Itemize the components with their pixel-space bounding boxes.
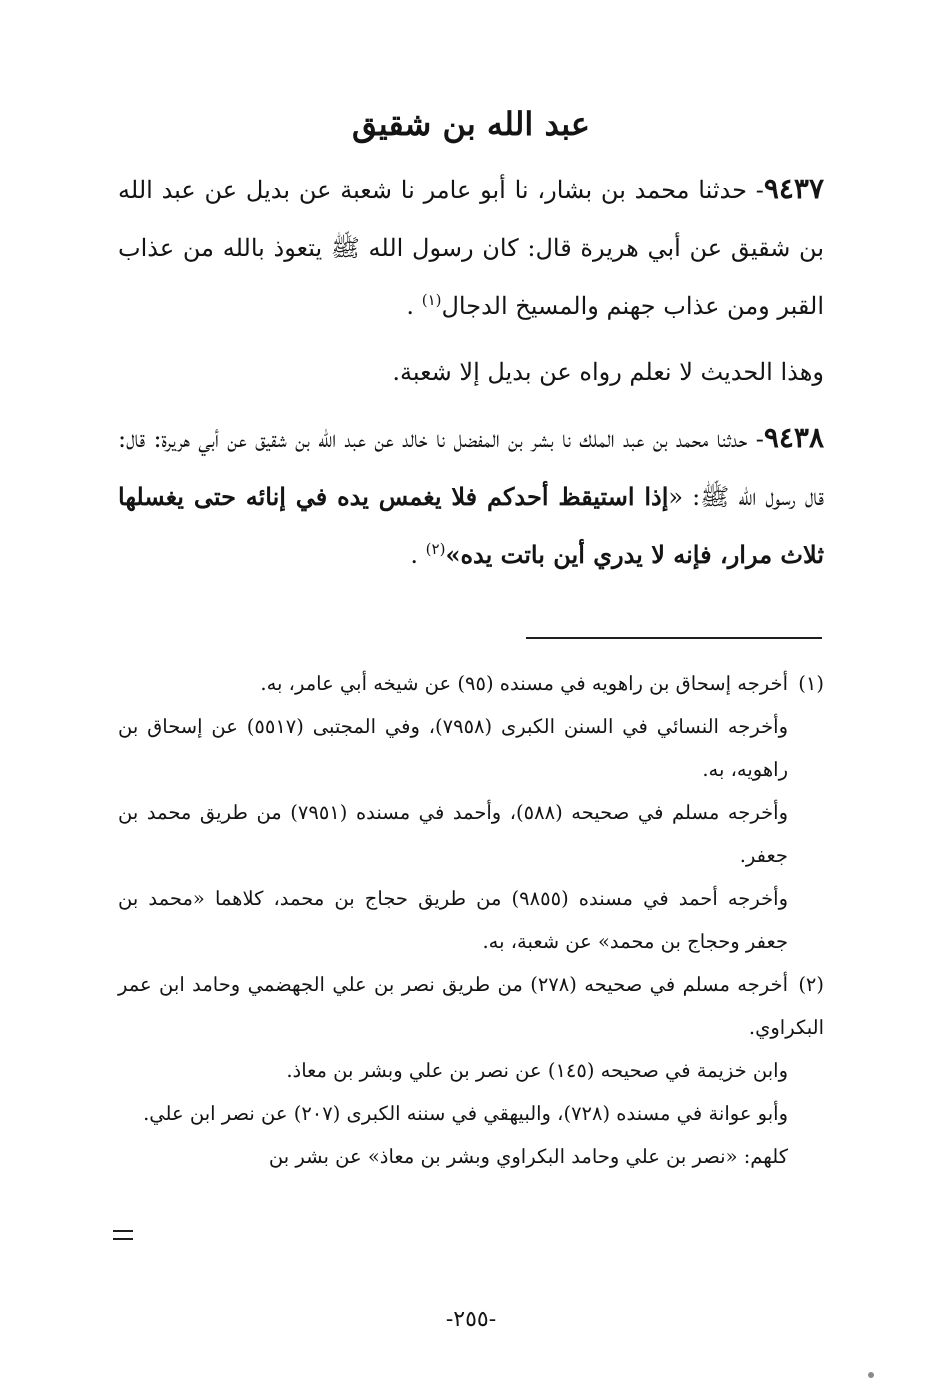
footnotes (118, 662, 824, 1178)
hadith-matn-bold: إذا استيقظ أحدكم فلا يغمس يده في إنائه حتى يغسلها ثلاث مرار، فإنه لا يدري أين باتت يده» (118, 482, 824, 569)
footnote-first-line (118, 662, 824, 705)
footnote-line: كلهم: «نصر بن علي وحامد البكراوي وبشر بن معاذ» عن بشر بن (268, 1145, 788, 1168)
main-text (118, 160, 824, 592)
footnote-text: أخرجه مسلم في صحيحه (٢٧٨) من طريق نصر بن علي الجهضمي وحامد ابن عمر البكراوي. (118, 973, 824, 1039)
footnote-label: (٢) (798, 973, 825, 996)
footnote-ref-1[interactable]: (١) (421, 291, 442, 309)
footnote-line: وأخرجه النسائي في السنن الكبرى (٧٩٥٨)، وفي المجتبى (٥٥١٧) عن إسحاق بن راهويه، به. (118, 715, 788, 781)
hadith-9438 (118, 409, 824, 584)
hadith-9437 (118, 160, 824, 335)
hadith-end: . (410, 541, 419, 569)
footnote-first-line (118, 963, 824, 1049)
page-number: -٢٥٥- (445, 1307, 497, 1332)
footnote-separator (526, 637, 822, 639)
hadith-end: . (406, 292, 415, 320)
footnote-2 (118, 963, 824, 1178)
footnote-line: وأخرجه مسلم في صحيحه (٥٨٨)، وأحمد في مسنده (٧٩٥١) من طريق محمد بن جعفر. (118, 801, 788, 867)
hadith-number: ٩٤٣٨ (763, 421, 824, 454)
footnote-line: وابن خزيمة في صحيحه (١٤٥) عن نصر بن علي وبشر بن معاذ. (286, 1059, 788, 1082)
scan-dot (868, 1372, 874, 1378)
footnote-line: وأبو عوانة في مسنده (٧٢٨)، والبيهقي في سننه الكبرى (٢٠٧) عن نصر ابن علي. (143, 1102, 788, 1125)
hadith-remark: وهذا الحديث لا نعلم رواه عن بديل إلا شعبة. (392, 358, 824, 386)
hadith-number: ٩٤٣٧ (763, 172, 824, 205)
footnote-line: وأخرجه أحمد في مسنده (٩٨٥٥) من طريق حجاج بن محمد، كلاهما «محمد بن جعفر وحجاج بن محمد» عن شعبة، به. (118, 887, 789, 953)
footnote-label: (١) (798, 672, 824, 695)
footnote-ref-2[interactable]: (٢) (425, 540, 446, 558)
continuation-mark (113, 1230, 133, 1240)
hadith-text: - حدثنا محمد بن عبد الملك نا بشر بن المفضل نا خالد عن عبد الله بن شقيق عن أبي هريرة: قال: قال رسول الله ﷺ: « (118, 425, 824, 511)
footnote-1 (118, 662, 824, 963)
page-title: عبد الله بن شقيق (352, 105, 590, 143)
hadith-text: - حدثنا محمد بن بشار، نا أبو عامر نا شعبة عن بديل عن عبد الله بن شقيق عن أبي هريرة قال: كان رسول الله ﷺ يتعوذ بالله من عذاب القبر ومن عذاب جهنم والمسيخ الدجال (118, 176, 825, 320)
footnote-text: أخرجه إسحاق بن راهويه في مسنده (٩٥) عن شيخه أبي عامر، به. (260, 672, 788, 695)
